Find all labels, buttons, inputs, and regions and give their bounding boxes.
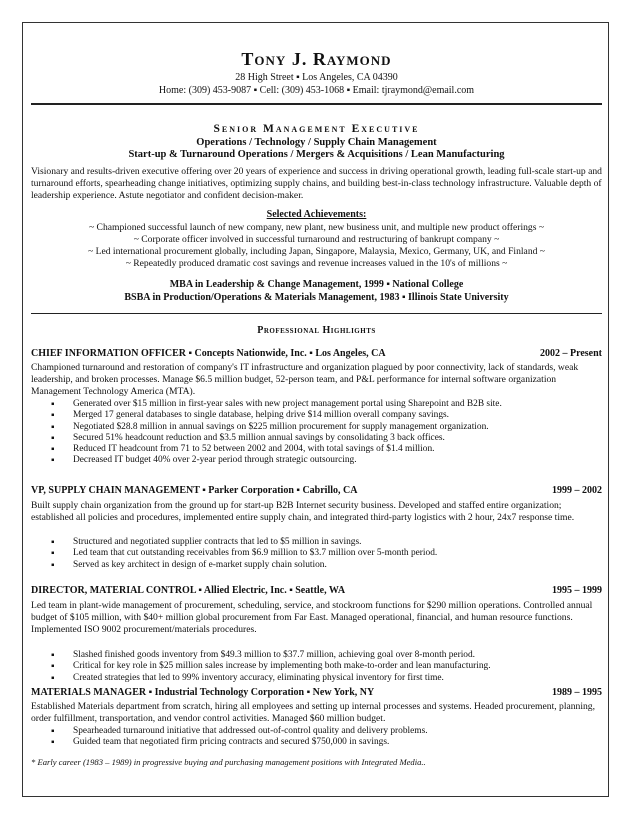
achievement-item: ~ Championed successful launch of new company, new plant, new business unit, and multiple new product offerings ~ xyxy=(88,222,545,233)
job-header xyxy=(31,485,602,496)
job-header xyxy=(31,585,602,596)
summary-paragraph: Visionary and results-driven executive offering over 20 years of experience and success in driving operational growth, leading full-scale start-up and turnaround efforts, spearheading change initiatives, optimizing supply chains, and building best-in-class technology infrastructure. Valuable depth of leadership experience. Astute negotiator and confident decision-maker. xyxy=(31,166,602,201)
job-dates: 1999 – 2002 xyxy=(552,485,602,496)
achievement-item: ~ Corporate officer involved in successful turnaround and restructuring of bankrupt company ~ xyxy=(133,234,500,245)
list-item: ▪ Generated over $15 million in first-year sales with new project management portal using Sharepoint and B2B site. xyxy=(73,399,593,410)
list-item: ▪ Guided team that negotiated firm pricing contracts and secured $750,000 in savings. xyxy=(73,737,593,748)
job-bullets xyxy=(73,537,593,571)
job-bullets xyxy=(73,650,593,684)
job-bullets xyxy=(73,399,593,467)
executive-title xyxy=(31,123,602,135)
header-divider xyxy=(31,103,602,105)
early-career-footnote: * Early career (1983 – 1989) in progressive buying and purchasing management positions with Integrated Media.. xyxy=(31,757,426,767)
list-item: ▪ Created strategies that led to 99% inventory accuracy, eliminating physical inventory for first time. xyxy=(73,673,593,684)
achievement-item: ~ Repeatedly produced dramatic cost savings and revenue increases valued in the 10's of millions ~ xyxy=(125,258,508,269)
list-item: ▪ Decreased IT budget 40% over 2-year period through strategic outsourcing. xyxy=(73,455,593,466)
job-header xyxy=(31,687,602,698)
list-item: ▪ Critical for key role in $25 million sales increase by implementing both make-to-order and lean manufacturing. xyxy=(73,661,593,672)
list-item: ▪ Led team that cut outstanding receivables from $6.9 million to $3.7 million over 5-month period. xyxy=(73,548,593,559)
job-description: Championed turnaround and restoration of company's IT infrastructure and organization plagued by poor connectivity, lack of standards, weak leadership, and broken processes. Manage $6.5 million budget, 52-person team, and P&L performance for internal software organization Management Technology America (MTA). xyxy=(31,362,579,397)
list-item: ▪ Reduced IT headcount from 71 to 52 between 2002 and 2004, with total savings of $1.4 million. xyxy=(73,444,593,455)
achievement-item: ~ Led international procurement globally, including Japan, Singapore, Malaysia, Mexico, Germany, UK, and Finland ~ xyxy=(88,246,545,257)
list-item: ▪ Served as key architect in design of e-market supply chain solution. xyxy=(73,560,593,571)
job-dates: 1989 – 1995 xyxy=(552,687,602,698)
job-description: Led team in plant-wide management of procurement, scheduling, service, and stockroom functions for $290 million operations. Controlled annual budget of $105 million, with $40+ million global procurement from Far East. Managed operational, financial, and human resource functions. Implemented ISO 9002 procurement/materials procedures. xyxy=(31,600,593,635)
professional-highlights-title: Professional Highlights xyxy=(257,325,376,336)
list-item: ▪ Secured 51% headcount reduction and $3.5 million annual savings by consolidating 3 back offices. xyxy=(73,433,593,444)
candidate-name: Tony J. Raymond xyxy=(241,49,392,69)
education-line-2: BSBA in Production/Operations & Materials Management, 1983 ▪ Illinois State University xyxy=(124,292,509,303)
job-dates: 2002 – Present xyxy=(539,348,602,359)
job-title: DIRECTOR, MATERIAL CONTROL ▪ Allied Electric, Inc. ▪ Seattle, WA xyxy=(31,585,346,596)
list-item: ▪ Merged 17 general databases to single database, helping drive $14 million overall company savings. xyxy=(73,410,593,421)
resume-page xyxy=(22,22,609,797)
job-title: VP, SUPPLY CHAIN MANAGEMENT ▪ Parker Corporation ▪ Cabrillo, CA xyxy=(31,485,358,496)
job-title: CHIEF INFORMATION OFFICER ▪ Concepts Nationwide, Inc. ▪ Los Angeles, CA xyxy=(31,348,386,359)
list-item: ▪ Slashed finished goods inventory from $49.3 million to $37.7 million, achieving goal over 8-month period. xyxy=(73,650,593,661)
job-description: Established Materials department from scratch, hiring all employees and setting up internal processes and systems. Headed procurement, planning, order fulfillment, transportation, and vendor control activities. Managed $60 million budget. xyxy=(31,701,596,724)
job-description: Built supply chain organization from the ground up for start-up B2B Internet security business. Developed and staffed entire organization; established all policies and procedures, implemented entire supply chain, and integrated third-party logistics with 2 hour, 24x7 response time. xyxy=(31,500,575,523)
list-item: ▪ Spearheaded turnaround initiative that addressed out-of-control quality and delivery problems. xyxy=(73,726,593,737)
focus-line-2: Start-up & Turnaround Operations / Mergers & Acquisitions / Lean Manufacturing xyxy=(128,149,505,160)
job-dates: 1995 – 1999 xyxy=(552,585,602,596)
address-line: 28 High Street ▪ Los Angeles, CA 04390 xyxy=(235,72,398,83)
job-bullets xyxy=(73,726,593,749)
executive-title-text: Senior Management Executive xyxy=(213,123,420,135)
section-divider xyxy=(31,313,602,314)
education-line-1: MBA in Leadership & Change Management, 1999 ▪ National College xyxy=(169,279,464,290)
list-item: ▪ Negotiated $28.8 million in annual savings on $225 million procurement for supply management organization. xyxy=(73,422,593,433)
job-header xyxy=(31,348,602,359)
list-item: ▪ Structured and negotiated supplier contracts that led to $5 million in savings. xyxy=(73,537,593,548)
job-title: MATERIALS MANAGER ▪ Industrial Technology Corporation ▪ New York, NY xyxy=(31,687,375,698)
focus-line-1: Operations / Technology / Supply Chain Management xyxy=(196,137,437,148)
contact-line: Home: (309) 453-9087 ▪ Cell: (309) 453-1068 ▪ Email: tjraymond@email.com xyxy=(158,85,475,96)
achievements-title: Selected Achievements: xyxy=(266,209,367,220)
